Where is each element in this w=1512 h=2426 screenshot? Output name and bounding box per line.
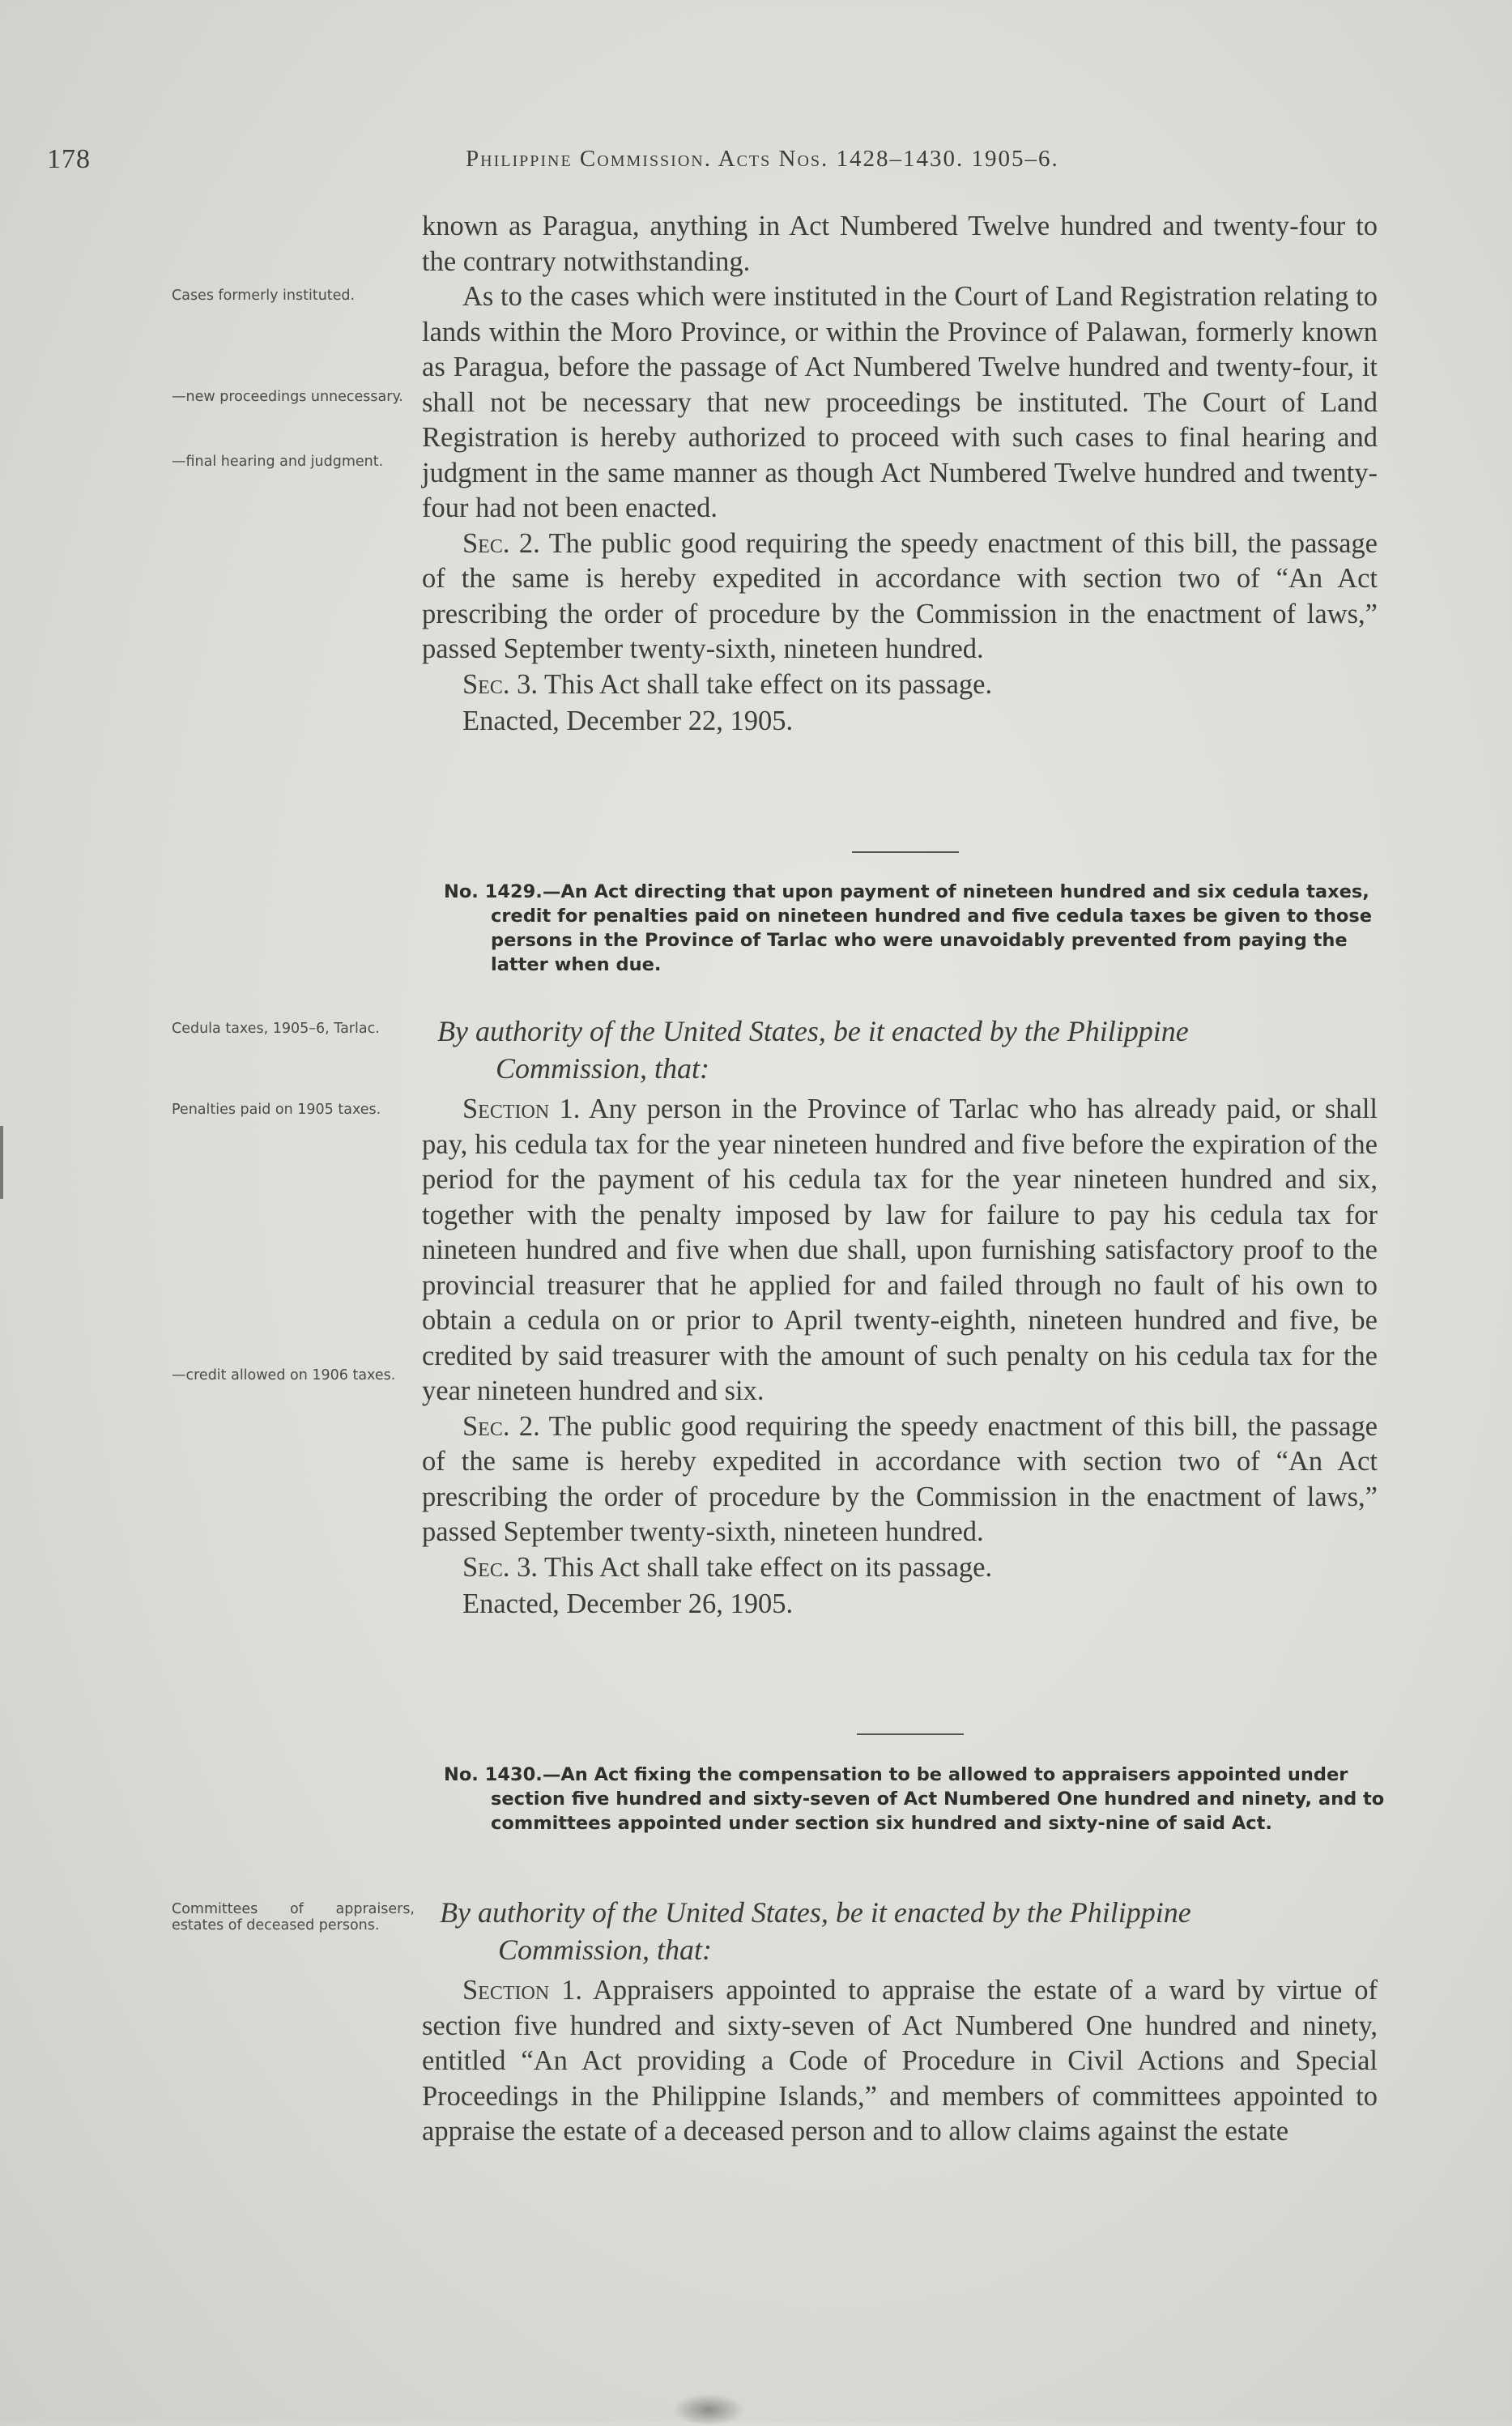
act-1429-title: No. 1429.—An Act directing that upon payment of nineteen hundred and six cedula taxes, credit for penalties paid on nineteen hundred and five cedula taxes be given to those persons in the Province of Tarlac who were unavoidably prevented from paying the latter when due. — [444, 881, 1373, 975]
section-2-paragraph — [422, 527, 1378, 667]
act-1430-title: No. 1430.—An Act fixing the compensation to be allowed to appraisers appointed under section five hundred and sixty-seven of Act Numbered One hundred and ninety, and to committees appointed under section six hundred and sixty-nine of said Act. — [444, 1764, 1385, 1834]
running-head: Philippine Commission. Acts Nos. 1428–1430. 1905–6. — [466, 146, 1059, 172]
continuation-text: known as Paragua, anything in Act Numbered Twelve hundred and twenty-four to the contrary notwithstanding. — [422, 211, 1378, 277]
margin-note-cedula-taxes: Cedula taxes, 1905–6, Tarlac. — [172, 1021, 380, 1037]
act-1428-continuation — [422, 209, 1378, 740]
margin-note-cases-instituted: Cases formerly instituted. — [172, 288, 356, 304]
page-number: 178 — [47, 144, 91, 174]
section-text: The public good requiring the speedy enactment of this bill, the passage of the same is hereby expedited in accordance with section two of “An Act prescribing the order of procedure by the Commission in the enactment of laws,” passed September twenty-sixth, nineteen hundred. — [422, 527, 1378, 664]
section-text: The public good requiring the speedy enactment of this bill, the passage of the same is hereby expedited in accordance with section two of “An Act prescribing the order of procedure by the Commission in the enactment of laws,” passed September twenty-sixth, nineteen hundred. — [422, 1410, 1378, 1547]
enacted-date: Enacted, December 22, 1905. — [462, 706, 794, 736]
enacted-date: Enacted, December 26, 1905. — [462, 1588, 794, 1619]
page-header — [0, 144, 1512, 177]
section-1-paragraph — [422, 1973, 1378, 2150]
section-3-paragraph — [422, 667, 1378, 703]
section-text: Any person in the Province of Tarlac who has already paid, or shall pay, his cedula tax for the year nineteen hundred and five before the expiration of the period for the payment of his cedula tax for the year nineteen hundred and six, together with the penalty imposed by law for failure to pay his cedula tax for nineteen hundred and five when due shall, upon furnishing satisfactory proof to the provincial treasurer that he applied for and failed through no fault of his own to obtain a cedula on or prior to April twenty-eighth, nineteen hundred and five, be credited by said treasurer with the amount of such penalty on his cedula tax for the year nineteen hundred and six. — [422, 1094, 1378, 1406]
section-label: Section 1. — [462, 1094, 581, 1124]
margin-note-credit-allowed: —credit allowed on 1906 taxes. — [172, 1367, 396, 1384]
section-text: Appraisers appointed to appraise the estate of a ward by virtue of section five hundred and sixty-seven of Act Numbered One hundred and ninety, entitled “An Act providing a Code of Procedure in Civil Actions and Special Proceedings in the Philippine Islands,” and members of committees appointed to appraise the estate of a deceased person and to allow claims against the estate — [422, 1975, 1378, 2147]
act-1429-enacting-clause: By authority of the United States, be it enacted by the Philippine Commission, that: — [437, 1015, 1189, 1085]
section-divider — [852, 851, 959, 853]
section-label: Sec. 3. — [462, 668, 538, 700]
section-label: Section 1. — [462, 1975, 582, 2006]
margin-note-new-proceedings: —new proceedings unnecessary. — [172, 389, 403, 405]
section-label: Sec. 2. — [462, 1410, 540, 1442]
section-2-paragraph — [422, 1409, 1378, 1550]
act-1430-body — [422, 1973, 1378, 2150]
section-3-paragraph — [422, 1550, 1378, 1586]
section-text: This Act shall take effect on its passage. — [537, 1551, 993, 1583]
section-text: This Act shall take effect on its passage. — [537, 668, 993, 700]
cases-paragraph: As to the cases which were instituted in the Court of Land Registration relating to lands within the Moro Province, or within the Province of Palawan, formerly known as Paragua, before the passage of Act Numbered Twelve hundred and twenty-four, it shall not be necessary that new proceedings be instituted. The Court of Land Registration is hereby authorized to proceed with such cases to final hearing and judgment in the same manner as though Act Numbered Twelve hundred and twenty-four had not been enacted. — [422, 281, 1378, 523]
margin-note-committees: Committees of appraisers, estates of deceased persons. — [172, 1901, 415, 1934]
margin-note-penalties-paid: Penalties paid on 1905 taxes. — [172, 1102, 381, 1118]
act-1429-body — [422, 1092, 1378, 1622]
scan-smudge — [672, 2394, 745, 2426]
section-label: Sec. 2. — [462, 527, 540, 559]
act-1430-enacting-clause: By authority of the United States, be it enacted by the Philippine Commission, that: — [440, 1896, 1191, 1966]
section-divider — [857, 1733, 964, 1735]
margin-note-final-hearing: —final hearing and judgment. — [172, 454, 384, 470]
section-1-paragraph — [422, 1092, 1378, 1409]
section-label: Sec. 3. — [462, 1551, 538, 1583]
scan-edge-mark — [0, 1126, 3, 1199]
